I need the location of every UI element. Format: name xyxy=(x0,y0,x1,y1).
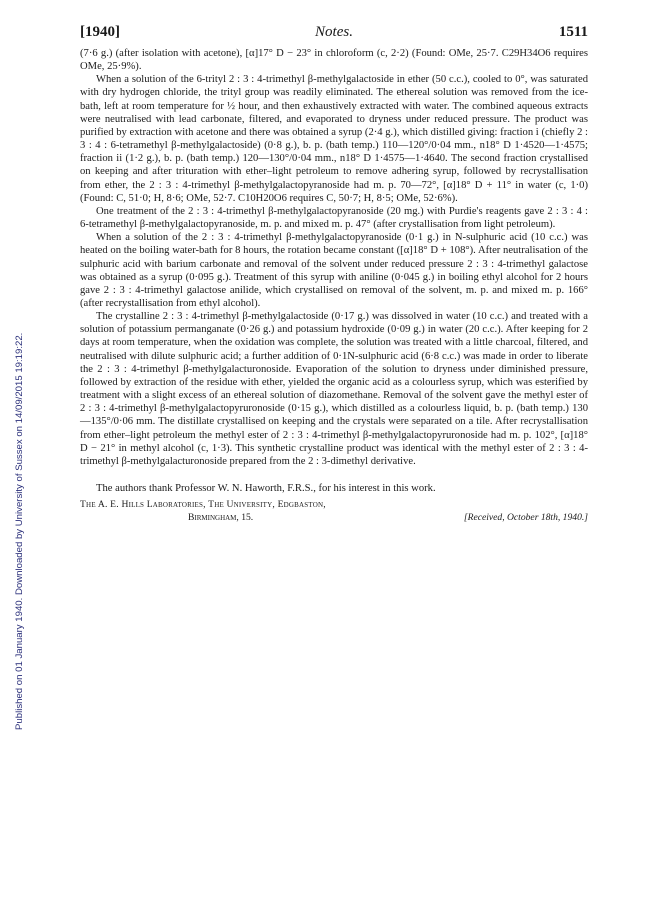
affiliation-city: Birmingham, 15. xyxy=(188,512,254,524)
paragraph-purdie-treatment: One treatment of the 2 : 3 : 4-trimethyl β-methylgalactopyranoside (20 mg.) with Purdie's reagents gave 2 : 3 : 4 : 6-tetramethyl β-methylgalactopyranoside, m. p. and mixed m. p. 47° (after crystallisation from light petroleum). xyxy=(80,205,588,231)
affiliation-footer xyxy=(80,511,588,524)
acknowledgement: The authors thank Professor W. N. Haworth, F.R.S., for his interest in this work. xyxy=(96,483,436,494)
received-date: [Received, October 18th, 1940.] xyxy=(463,512,588,524)
header-title: Notes. xyxy=(315,24,353,40)
header-year: [1940] xyxy=(80,24,120,40)
download-watermark xyxy=(14,150,28,730)
affiliation-institution: The A. E. Hills Laboratories, The University, Edgbaston, xyxy=(80,499,326,511)
affiliation-line xyxy=(80,498,588,511)
paragraph-continued: (7·6 g.) (after isolation with acetone), [α]17° D − 23° in chloroform (c, 2·2) (Found: OMe, 25·7. C29H34O6 requires OMe, 25·9%). xyxy=(80,48,588,73)
paragraph-trityl-removal: When a solution of the 6-trityl 2 : 3 : 4-trimethyl β-methylgalactoside in ether (50 c.c.), cooled to 0°, was saturated with dry hydrogen chloride, the trityl group was readily eliminated. The ethereal solution was removed from the ice-bath, left at room temperature for ½ hour, and then exhaustively extracted with water. The combined aqueous extracts were neutralised with lead carbonate, filtered, and evaporated to dryness under reduced pressure. The product was purified by extraction with acetone and there was obtained a syrup (2·4 g.), which distilled giving: fraction i (chiefly 2 : 3 : 4 : 6-tetramethyl β-methylgalactoside) (0·8 g.), b. p. (bath temp.) 110—120°/0·04 mm., n18° D 1·4520—1·4575; fraction ii (1·2 g.), b. p. (bath temp.) 120—130°/0·04 mm., n18° D 1·4575—1·4640. The second fraction crystallised on keeping and after trituration with ether–light petroleum to remove adhering syrup, followed by recrystallisation from ether, the 2 : 3 : 4-trimethyl β-methylgalactopyranoside had m. p. 70—72°, [α]18° D + 11° in water (c, 1·0) (Found: C, 51·0; H, 8·6; OMe, 52·7. C10H20O6 requires C, 50·7; H, 8·5; OMe, 52·6%). xyxy=(80,74,588,204)
page-number: 1511 xyxy=(558,24,588,40)
download-note-text: Published on 01 January 1940. Downloaded by University of Sussex on 14/09/2015 19:19:22. xyxy=(14,332,25,730)
article-body xyxy=(80,47,588,524)
paragraph-hydrolysis: When a solution of the 2 : 3 : 4-trimethyl β-methylgalactopyranoside (0·1 g.) in N-sulphuric acid (10 c.c.) was heated on the boiling water-bath for 8 hours, the rotation became constant ([α]18° D + 108°). After neutralisation of the sulphuric acid with barium carbonate and removal of the solvent under reduced pressure 2 : 3 : 4-trimethyl galactose was obtained as a syrup (0·095 g.). Treatment of this syrup with aniline (0·045 g.) in boiling ethyl alcohol for 2 hours gave 2 : 3 : 4-trimethyl galactose anilide, which crystallised on removal of the solvent, m. p. and mixed m. p. 166° (after recrystallisation from ethyl alcohol). xyxy=(80,232,588,309)
running-header xyxy=(80,24,588,44)
paragraph-oxidation: The crystalline 2 : 3 : 4-trimethyl β-methylgalactoside (0·17 g.) was dissolved in water (10 c.c.) and treated with a solution of potassium permanganate (0·26 g.) and potassium hydroxide (0·09 g.) in water (20 c.c.). After keeping for 2 days at room temperature, when the oxidation was complete, the solution was treated with a little charcoal, filtered, and neutralised with dilute sulphuric acid; a further addition of 0·1N-sulphuric acid (6·8 c.c.) was made in order to liberate the 2 : 3 : 4-trimethyl β-methylgalacturonoside. Evaporation of the solution to dryness under diminished pressure, followed by extraction of the residue with ether, yielded the organic acid as a colourless syrup, which was esterified by treatment with a slight excess of an ethereal solution of diazomethane. Removal of the solvent gave the methyl ester of 2 : 3 : 4-trimethyl β-methylgalactopyruronoside (0·15 g.), which distilled as a colourless liquid, b. p. (bath temp.) 130—135°/0·06 mm. The distillate crystallised on keeping and the crystals were separated on a tile. After recrystallisation from ether–light petroleum the methyl ester of 2 : 3 : 4-trimethyl β-methylgalactopyruronoside had m. p. 102°, [α]18° D − 21° in methyl alcohol (c, 1·3). This synthetic crystalline product was identical with the methyl ester of 2 : 3 : 4-trimethyl β-methylgalacturonoside prepared from the 2 : 3-dimethyl derivative. xyxy=(80,311,588,467)
